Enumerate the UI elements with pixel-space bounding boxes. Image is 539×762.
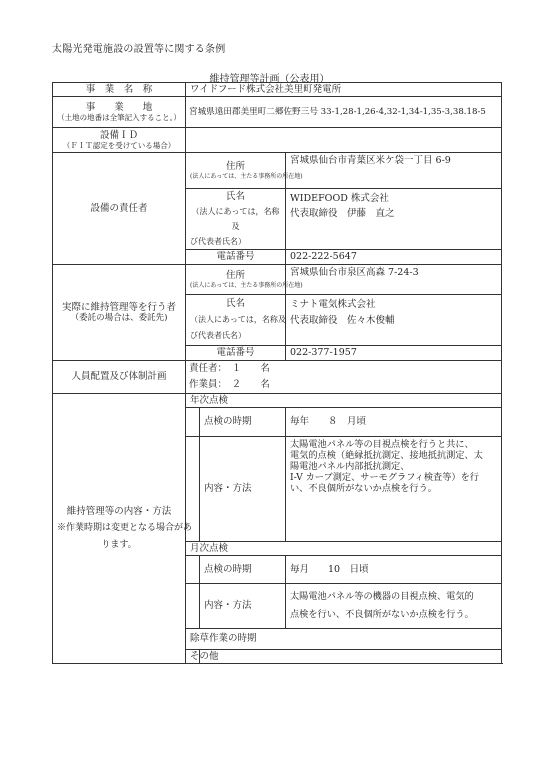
equipment-id-label-cell: [53, 128, 186, 153]
responsible-name-representative: 代表取締役 伊藤 直之: [290, 208, 395, 219]
operator-name-label: 氏名: [225, 298, 245, 309]
equipment-id-label: 設備ＩＤ: [99, 129, 138, 141]
staffing-lead: 責任者： １ 名: [189, 363, 270, 374]
annual-method-line-4: I-V カーブ測定、サーモグラフィ検査等）を行: [290, 472, 479, 484]
responsible-name-value: [286, 189, 502, 250]
other-value: [200, 650, 502, 664]
staffing-label: 人員配置及び体制計画: [53, 361, 186, 394]
annual-method-line-1: 太陽電池パネル等の目視点検を行うと共に、: [290, 439, 474, 450]
operator-name-note-1: （法人にあっては，名称及: [190, 315, 286, 324]
row-equipment-id: [53, 128, 502, 153]
responsible-name-label-cell: [186, 189, 286, 250]
annual-timing-value: 毎年 ８ 月頃: [286, 408, 502, 437]
row-annual-heading: [53, 394, 502, 408]
annual-method-line-3: 陽電池パネル内部抵抗測定、: [290, 461, 410, 473]
form-title: 維持管理等計画（公表用）: [209, 74, 330, 85]
responsible-address-value: 宮城県仙台市青葉区米ケ袋一丁目 6-9: [286, 153, 502, 189]
business-site-label: 事 業 地: [85, 101, 153, 113]
business-name-value: ワイドフード株式会社美里町発電所: [186, 83, 502, 97]
annual-method-value: [286, 437, 502, 542]
monthly-method-value: [286, 584, 502, 629]
operator-address-value: 宮城県仙台市泉区高森 7-24-3: [286, 265, 502, 295]
operator-address-label-cell: [186, 265, 303, 295]
business-site-note: （土地の地番は全筆記入すること。）: [57, 113, 181, 123]
ordinance-title: 太陽光発電施設の設置等に関する条例: [52, 44, 226, 55]
operator-phone-value: 022-377-1957: [286, 346, 502, 361]
monthly-timing-value: 毎月 10 日頃: [286, 556, 502, 584]
operator-address-note: (法人にあっては、主たる事務所の所在地): [190, 281, 303, 289]
responsible-address-label-cell: [186, 153, 303, 189]
equipment-id-note: （ＦＩＴ認定を受けている場合）: [62, 141, 176, 151]
annual-heading: 年次点検: [186, 394, 502, 408]
operator-name-representative: 代表取締役 佐々木俊輔: [290, 315, 395, 326]
annual-timing-label: 点検の時期: [200, 408, 286, 437]
maintenance-plan-table: [52, 82, 502, 664]
responsible-phone-label: 電話番号: [186, 250, 286, 265]
business-site-label-cell: [53, 97, 186, 128]
annual-method-label: 内容・方法: [200, 437, 286, 542]
maintenance-label: 維持管理等の内容・方法: [66, 506, 172, 517]
responsible-phone-value: 022-222-5647: [286, 250, 502, 265]
operator-label-note: （委託の場合は、委託先): [70, 313, 168, 324]
responsible-label: 設備の責任者: [53, 153, 186, 265]
business-name-label: 事 業 名 称: [53, 83, 186, 97]
responsible-name-note-1: （法人にあっては，名称及: [191, 207, 280, 231]
row-business-site: [53, 97, 502, 128]
row-responsible-address: [53, 153, 502, 189]
monthly-method-line-2: 点検を行い、不良個所がないか点検を行う。: [290, 609, 474, 620]
operator-label-cell: [53, 265, 186, 361]
row-business-name: [53, 83, 502, 97]
monthly-method-label: 内容・方法: [200, 584, 286, 629]
operator-label: 実際に維持管理等を行う者: [61, 301, 176, 313]
equipment-id-value: [186, 128, 502, 153]
operator-address-label: 住所: [225, 270, 245, 282]
annual-method-line-2: 電気的点検（絶縁抵抗測定、接地抵抗測定、太: [290, 450, 483, 462]
monthly-method-line-1: 太陽電池パネル等の機器の目視点検、電気的: [290, 591, 474, 602]
responsible-address-note: (法人にあっては、主たる事務所の所在地): [190, 172, 303, 180]
monthly-timing-label: 点検の時期: [200, 556, 286, 584]
operator-phone-label: 電話番号: [186, 346, 286, 361]
maintenance-note-2: ります。: [101, 540, 137, 550]
row-staffing: [53, 361, 502, 394]
row-operator-address: [53, 265, 502, 295]
responsible-address-label: 住所: [225, 161, 245, 173]
responsible-name-company: WIDEFOOD 株式会社: [290, 193, 389, 204]
other-label: その他: [186, 650, 200, 664]
weeding-label: 除草作業の時期: [186, 629, 502, 650]
staffing-value: [186, 361, 502, 394]
maintenance-note-1: ※作業時期は変更となる場合があ: [57, 523, 193, 533]
business-site-value: 宮城県遠田郡美里町二郷佐野三号 33-1,28-1,26-4,32-1,34-1,35-3,38.18-5: [186, 97, 502, 128]
maintenance-label-cell: [53, 394, 193, 664]
operator-name-company: ミナト電気株式会社: [290, 299, 376, 310]
annual-method-line-5: い、不良個所がないか点検を行う。: [290, 483, 437, 495]
responsible-name-label: 氏名: [225, 191, 245, 202]
operator-name-note-2: び代表者氏名）: [190, 331, 246, 340]
operator-name-value: [286, 295, 502, 346]
staffing-workers: 作業員： ２ 名: [189, 379, 270, 390]
responsible-name-note-2: び代表者氏名）: [190, 237, 246, 246]
operator-name-label-cell: [186, 295, 286, 346]
monthly-heading: 月次点検: [186, 542, 502, 556]
